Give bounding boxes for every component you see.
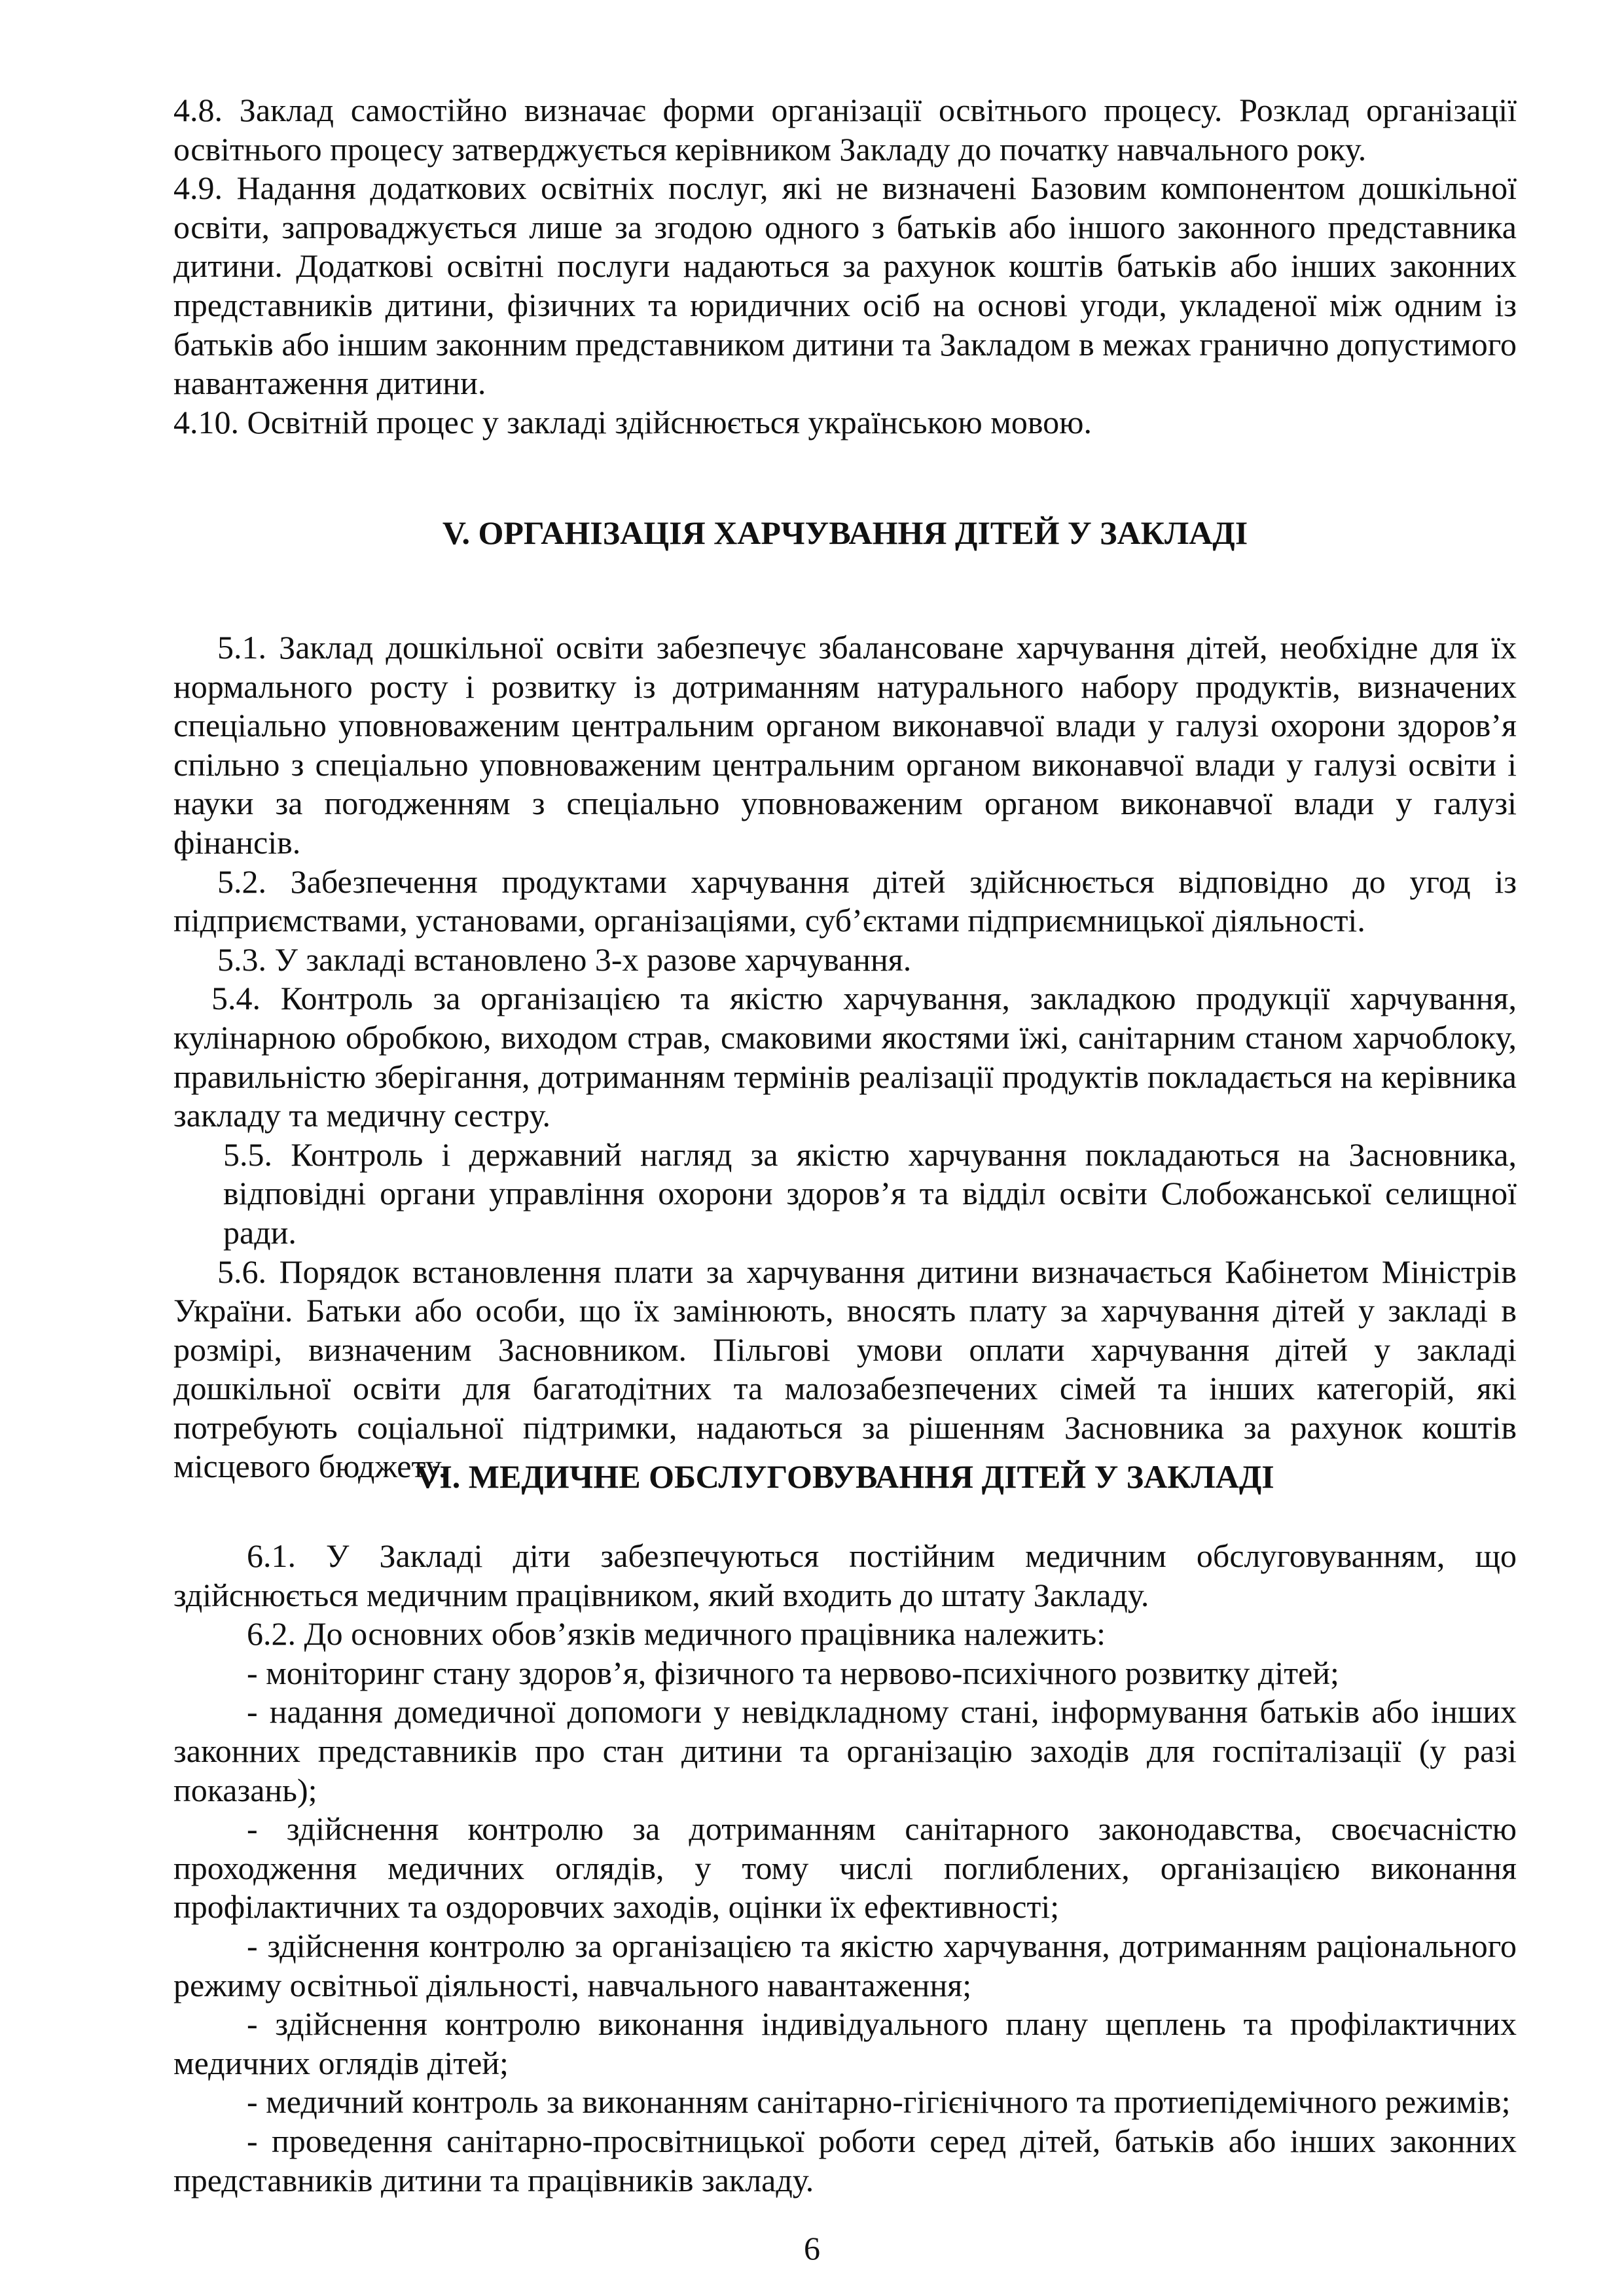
section-5-heading: V. ОРГАНІЗАЦІЯ ХАРЧУВАННЯ ДІТЕЙ У ЗАКЛАДІ — [442, 514, 1248, 551]
paragraph-5-3: 5.3. У закладі встановлено 3-х разове харчування. — [217, 941, 912, 978]
paragraph-5-5: 5.5. Контроль і державний нагляд за якістю харчування покладаються на Засновника, відповідні органи управління охорони здоров’я та відділ освіти Слобожанської селищної ради. — [223, 1136, 1517, 1251]
section-5-body — [173, 628, 1517, 1486]
list-item: - моніторинг стану здоров’я, фізичного та нервово-психічного розвитку дітей; — [247, 1654, 1339, 1691]
list-item: - здійснення контролю виконання індивідуального плану щеплень та профілактичних медичних оглядів дітей; — [173, 2005, 1517, 2081]
page-number: 6 — [804, 2230, 820, 2267]
list-item: - проведення санітарно-просвітницької роботи серед дітей, батьків або інших законних представників дитини та працівників закладу. — [173, 2122, 1517, 2198]
list-item: - медичний контроль за виконанням санітарно-гігієнічного та протиепідемічного режимів; — [247, 2083, 1511, 2121]
paragraph-4-8: 4.8. Заклад самостійно визначає форми організації освітнього процесу. Розклад організації освітнього процесу затверджується керівником Закладу до початку навчального року. — [173, 92, 1517, 168]
paragraph-4-10: 4.10. Освітній процес у закладі здійснюється українською мовою. — [173, 403, 1092, 440]
section-6-heading: VI. МЕДИЧНЕ ОБСЛУГОВУВАННЯ ДІТЕЙ У ЗАКЛАДІ — [416, 1458, 1274, 1495]
list-item: - здійснення контролю за організацією та якістю харчування, дотриманням раціонального режиму освітньої діяльності, навчального навантаження; — [173, 1927, 1517, 2003]
paragraph-5-6: 5.6. Порядок встановлення плати за харчування дитини визначається Кабінетом Міністрів України. Батьки або особи, що їх замінюють, вносять плату за харчування дітей у закладі в розмірі, визначеним Засновником. Пільгові умови оплати харчування дітей у закладі дошкільної освіти для багатодітних та малозабезпечених сімей та інших категорій, які потребують соціальної підтримки, надаються за рішенням Засновника за рахунок коштів місцевого бюджету. — [173, 1253, 1517, 1485]
list-item: - надання домедичної допомоги у невідкладному стані, інформування батьків або інших законних представників про стан дитини та організацію заходів для госпіталізації (у разі показань); — [173, 1693, 1517, 1808]
paragraph-6-2: 6.2. До основних обов’язків медичного працівника належить: — [247, 1615, 1106, 1653]
section-4-continued — [173, 91, 1517, 442]
paragraph-4-9: 4.9. Надання додаткових освітніх послуг, які не визначені Базовим компонентом дошкільної освіти, запроваджується лише за згодою одного з батьків або іншого законного представника дитини. Додаткові освітні послуги надаються за рахунок коштів батьків або інших законних представників дитини, фізичних та юридичних осіб на основі угоди, укладеної між одним із батьків або іншим законним представником дитини та Закладом в межах гранично допустимого навантаження дитини. — [173, 170, 1517, 402]
paragraph-6-1: 6.1. У Закладі діти забезпечуються постійним медичним обслуговуванням, що здійснюється медичним працівником, який входить до штату Закладу. — [173, 1537, 1517, 1613]
list-item: - здійснення контролю за дотриманням санітарного законодавства, своєчасністю проходження медичних оглядів, у тому числі поглиблених, організацією виконання профілактичних та оздоровчих заходів, оцінки їх ефективності; — [173, 1810, 1517, 1926]
section-6-body — [173, 1537, 1517, 2200]
paragraph-5-2: 5.2. Забезпечення продуктами харчування дітей здійснюється відповідно до угод із підприємствами, установами, організаціями, суб’єктами підприємницької діяльності. — [173, 863, 1517, 939]
paragraph-5-1: 5.1. Заклад дошкільної освіти забезпечує збалансоване харчування дітей, необхідне для їх нормального росту і розвитку із дотриманням натурального набору продуктів, визначених спеціально уповноваженим центральним органом виконавчої влади у галузі охорони здоров’я спільно з спеціально уповноваженим центральним органом виконавчої влади у галузі освіти і науки за погодженням з спеціально уповноваженим органом виконавчої влади у галузі фінансів. — [173, 629, 1517, 861]
paragraph-5-4: 5.4. Контроль за організацією та якістю харчування, закладкою продукції харчування, кулінарною обробкою, виходом страв, смаковими якостями їжі, санітарним станом харчоблоку, правильністю зберігання, дотриманням термінів реалізації продуктів покладається на керівника закладу та медичну сестру. — [173, 980, 1517, 1134]
